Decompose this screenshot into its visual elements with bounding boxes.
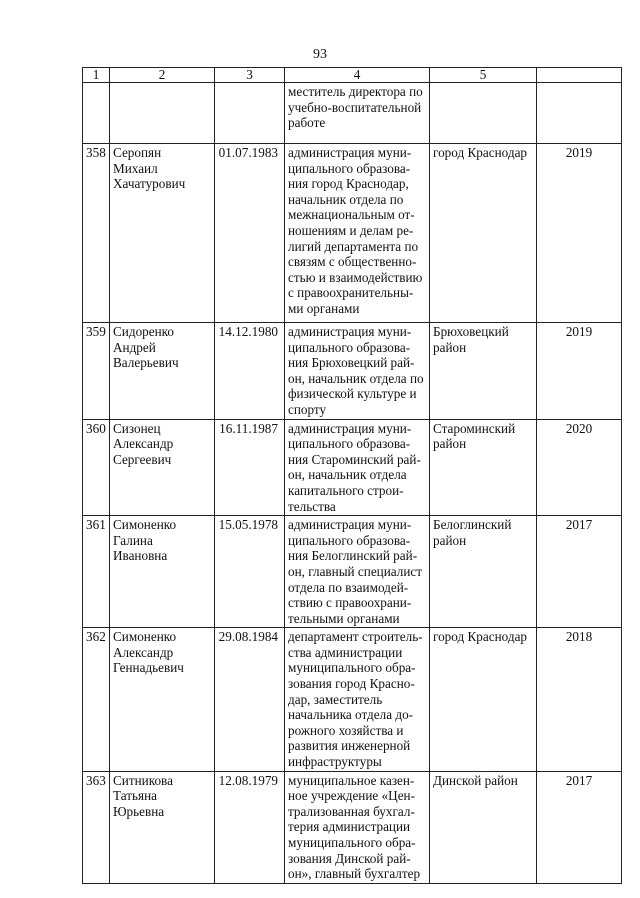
cell-date: 15.05.1978 <box>215 516 285 628</box>
header-cell <box>537 68 622 83</box>
cell-name-line: Ивановна <box>113 548 168 564</box>
cell-region <box>430 323 537 420</box>
cell-num: 363 <box>83 771 110 883</box>
cell-org-line: спорту <box>288 401 327 417</box>
cell-name <box>110 771 215 883</box>
table-row <box>83 516 622 628</box>
cell-org-line: рожного хозяйства и <box>288 722 404 738</box>
cell-region-line: Староминский <box>433 420 516 436</box>
cell-num: 362 <box>83 628 110 771</box>
cell-org-line: капитального строи- <box>288 482 404 498</box>
continuation-row <box>83 83 622 144</box>
cell-org-line: развития инженерной <box>288 738 411 754</box>
personnel-table <box>82 67 622 884</box>
cell-name-line: Симоненко <box>113 517 177 533</box>
cell-name-line: Геннадьевич <box>113 660 184 676</box>
cell-region-line: район <box>433 339 467 355</box>
cell-region-line: город Краснодар <box>433 629 528 645</box>
cell-org-line: администрация муни- <box>288 145 412 160</box>
cell-org-line: он», главный бухгалтер <box>288 866 421 882</box>
cell-name <box>110 144 215 323</box>
cell-region-line: Динской район <box>433 772 518 788</box>
cell-name-line: Михаил <box>113 160 158 176</box>
cell-name-line: Сергеевич <box>113 451 172 467</box>
cell-org-line: тельными органами <box>288 610 400 626</box>
cell-org-line: администрация муни- <box>288 420 412 436</box>
cell-region-line: район <box>433 436 467 452</box>
cell-date <box>215 83 285 144</box>
table-header-row <box>83 68 622 83</box>
org-line: меститель директора по <box>288 84 423 99</box>
header-cell: 3 <box>215 68 285 83</box>
cell-org-line: ное учреждение «Цен- <box>288 788 415 804</box>
cell-name-line: Симоненко <box>113 629 177 645</box>
cell-name-line: Сизонец <box>113 420 161 436</box>
cell-org-line: муниципального обра- <box>288 835 416 850</box>
cell-num: 358 <box>83 144 110 323</box>
cell-date: 01.07.1983 <box>215 144 285 323</box>
cell-org-line: отдела по взаимодей- <box>288 579 409 595</box>
page-number: 93 <box>313 47 327 62</box>
cell-region-line: район <box>433 532 467 548</box>
cell-org-line: начальника отдела до- <box>288 707 414 723</box>
cell-year: 2017 <box>537 771 622 883</box>
cell-region <box>430 516 537 628</box>
cell-org-line: трализованная бухгал- <box>288 803 415 819</box>
cell-region <box>430 419 537 516</box>
cell-year <box>537 83 622 144</box>
cell-name-line: Серопян <box>113 145 162 160</box>
cell-org-line: департамент строитель- <box>288 629 423 645</box>
cell-org-line: стью и взаимодействию <box>288 269 423 285</box>
cell-region <box>430 771 537 883</box>
cell-year: 2017 <box>537 516 622 628</box>
cell-date: 16.11.1987 <box>215 419 285 516</box>
cell-name <box>110 323 215 420</box>
cell-name-line: Сидоренко <box>113 324 174 339</box>
cell-name-line: Хачатурович <box>113 176 186 192</box>
cell-region-line: Белоглинский <box>433 517 512 533</box>
cell-org-line: межнациональным от- <box>288 207 415 223</box>
cell-org-line: лигий департамента по <box>288 238 419 254</box>
cell-date: 14.12.1980 <box>215 323 285 420</box>
cell-org-line: ципального образова- <box>288 160 411 176</box>
cell-num: 361 <box>83 516 110 628</box>
cell-org-line: ствию с правоохрани- <box>288 595 412 611</box>
header-cell: 5 <box>430 68 537 83</box>
cell-name-line: Александр <box>113 644 174 660</box>
cell-org-line: физической культуре и <box>288 386 417 402</box>
cell-num: 360 <box>83 419 110 516</box>
table-row <box>83 419 622 516</box>
cell-org-line: связям с общественно- <box>288 254 417 270</box>
cell-name-line: Александр <box>113 436 174 452</box>
cell-org-line: муниципальное казен- <box>288 772 415 788</box>
cell-org <box>285 419 430 516</box>
cell-name <box>110 628 215 771</box>
cell-name-line: Юрьевна <box>113 803 165 819</box>
org-line: учебно-воспитательной <box>288 99 422 115</box>
cell-org <box>285 516 430 628</box>
cell-region <box>430 628 537 771</box>
cell-org-line: ства администрации <box>288 644 403 660</box>
cell-org <box>285 323 430 420</box>
cell-org <box>285 144 430 323</box>
cell-name <box>110 83 215 144</box>
table-row <box>83 771 622 883</box>
cell-date: 12.08.1979 <box>215 771 285 883</box>
cell-org-line: он, начальник отдела <box>288 467 407 483</box>
cell-org-line: дар, заместитель <box>288 691 383 707</box>
cell-year: 2019 <box>537 144 622 323</box>
cell-region <box>430 83 537 144</box>
cell-org-line: ния город Краснодар, <box>288 176 409 192</box>
cell-org-line: ми органами <box>288 300 360 316</box>
cell-name-line: Татьяна <box>113 788 157 804</box>
table-row <box>83 144 622 323</box>
cell-org-line: зования город Красно- <box>288 676 415 692</box>
cell-org-line: ния Брюховецкий рай- <box>288 355 415 371</box>
cell-org <box>285 771 430 883</box>
cell-org-line: ношениям и делам ре- <box>288 222 414 238</box>
cell-num <box>83 83 110 144</box>
table-row <box>83 323 622 420</box>
cell-name <box>110 516 215 628</box>
cell-org-line: ципального образова- <box>288 436 411 452</box>
cell-year: 2020 <box>537 419 622 516</box>
cell-name-line: Галина <box>113 532 153 548</box>
cell-name-line: Ситникова <box>113 772 173 788</box>
cell-org-line: администрация муни- <box>288 324 412 339</box>
cell-org-line: начальник отдела по <box>288 191 404 207</box>
cell-name <box>110 419 215 516</box>
header-cell: 2 <box>110 68 215 83</box>
cell-org-line: с правоохранительны- <box>288 285 414 301</box>
cell-num: 359 <box>83 323 110 420</box>
cell-org-line: муниципального обра- <box>288 660 416 676</box>
cell-region-line: город Краснодар <box>433 145 528 160</box>
cell-date: 29.08.1984 <box>215 628 285 771</box>
cell-region-line: Брюховецкий <box>433 324 509 339</box>
cell-org-line: он, главный специалист <box>288 563 423 579</box>
cell-org-line: зования Динской рай- <box>288 850 411 866</box>
cell-org-line: ципального образова- <box>288 532 411 548</box>
cell-org-line: администрация муни- <box>288 517 412 533</box>
cell-org <box>285 83 430 144</box>
header-cell: 1 <box>83 68 110 83</box>
header-cell: 4 <box>285 68 430 83</box>
cell-year: 2019 <box>537 323 622 420</box>
cell-org-line: инфраструктуры <box>288 754 382 770</box>
cell-org <box>285 628 430 771</box>
cell-org-line: ципального образова- <box>288 339 411 355</box>
cell-region <box>430 144 537 323</box>
cell-org-line: ния Староминский рай- <box>288 451 421 467</box>
cell-org-line: ния Белоглинский рай- <box>288 548 418 564</box>
org-line: работе <box>288 115 326 131</box>
cell-name-line: Андрей <box>113 339 156 355</box>
cell-org-line: он, начальник отдела по <box>288 370 424 386</box>
cell-year: 2018 <box>537 628 622 771</box>
cell-org-line: тельства <box>288 498 336 514</box>
cell-name-line: Валерьевич <box>113 355 179 371</box>
cell-org-line: терия администрации <box>288 819 411 835</box>
table-row <box>83 628 622 771</box>
